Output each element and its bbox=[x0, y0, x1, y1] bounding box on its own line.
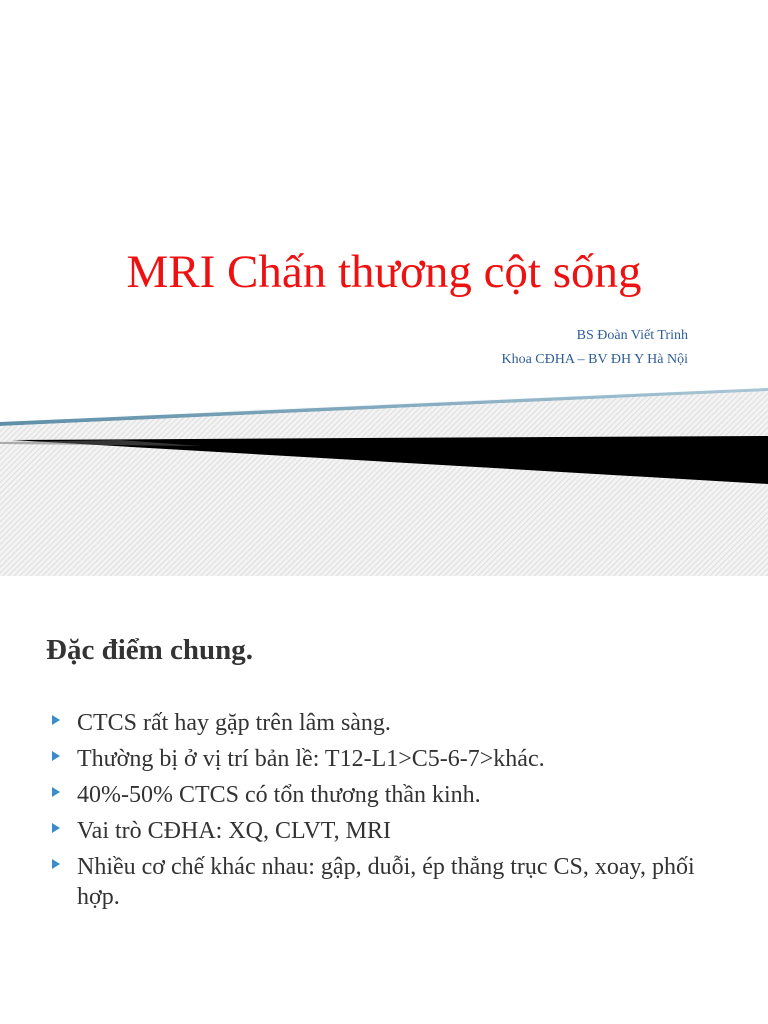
triangle-right-icon bbox=[52, 823, 60, 833]
slide-title: MRI Chấn thương cột sống bbox=[126, 246, 642, 298]
triangle-right-icon bbox=[52, 787, 60, 797]
list-item bbox=[52, 780, 742, 810]
section-heading: Đặc điểm chung. bbox=[46, 634, 254, 666]
triangle-right-icon bbox=[52, 751, 60, 761]
list-item bbox=[52, 816, 742, 846]
content-slide bbox=[0, 576, 768, 1024]
author-name: BS Đoàn Viết Trinh bbox=[576, 328, 688, 343]
bullet-text: Vai trò CĐHA: XQ, CLVT, MRI bbox=[77, 818, 392, 844]
bullet-text: CTCS rất hay gặp trên lâm sàng. bbox=[77, 710, 391, 736]
decorative-swoosh-band bbox=[0, 380, 768, 576]
bullet-text: 40%-50% CTCS có tổn thương thần kinh. bbox=[77, 782, 481, 808]
bullet-text: Thường bị ở vị trí bản lề: T12-L1>C5-6-7>khác. bbox=[77, 746, 545, 772]
bullet-text: Nhiều cơ chế khác nhau: gập, duỗi, ép thẳng trục CS, xoay, phối hợp. bbox=[77, 854, 695, 910]
list-item bbox=[52, 744, 742, 774]
bullet-list bbox=[52, 708, 742, 918]
list-item bbox=[52, 852, 742, 912]
list-item bbox=[52, 708, 742, 738]
author-affiliation: Khoa CĐHA – BV ĐH Y Hà Nội bbox=[501, 352, 688, 367]
triangle-right-icon bbox=[52, 715, 60, 725]
triangle-right-icon bbox=[52, 859, 60, 869]
